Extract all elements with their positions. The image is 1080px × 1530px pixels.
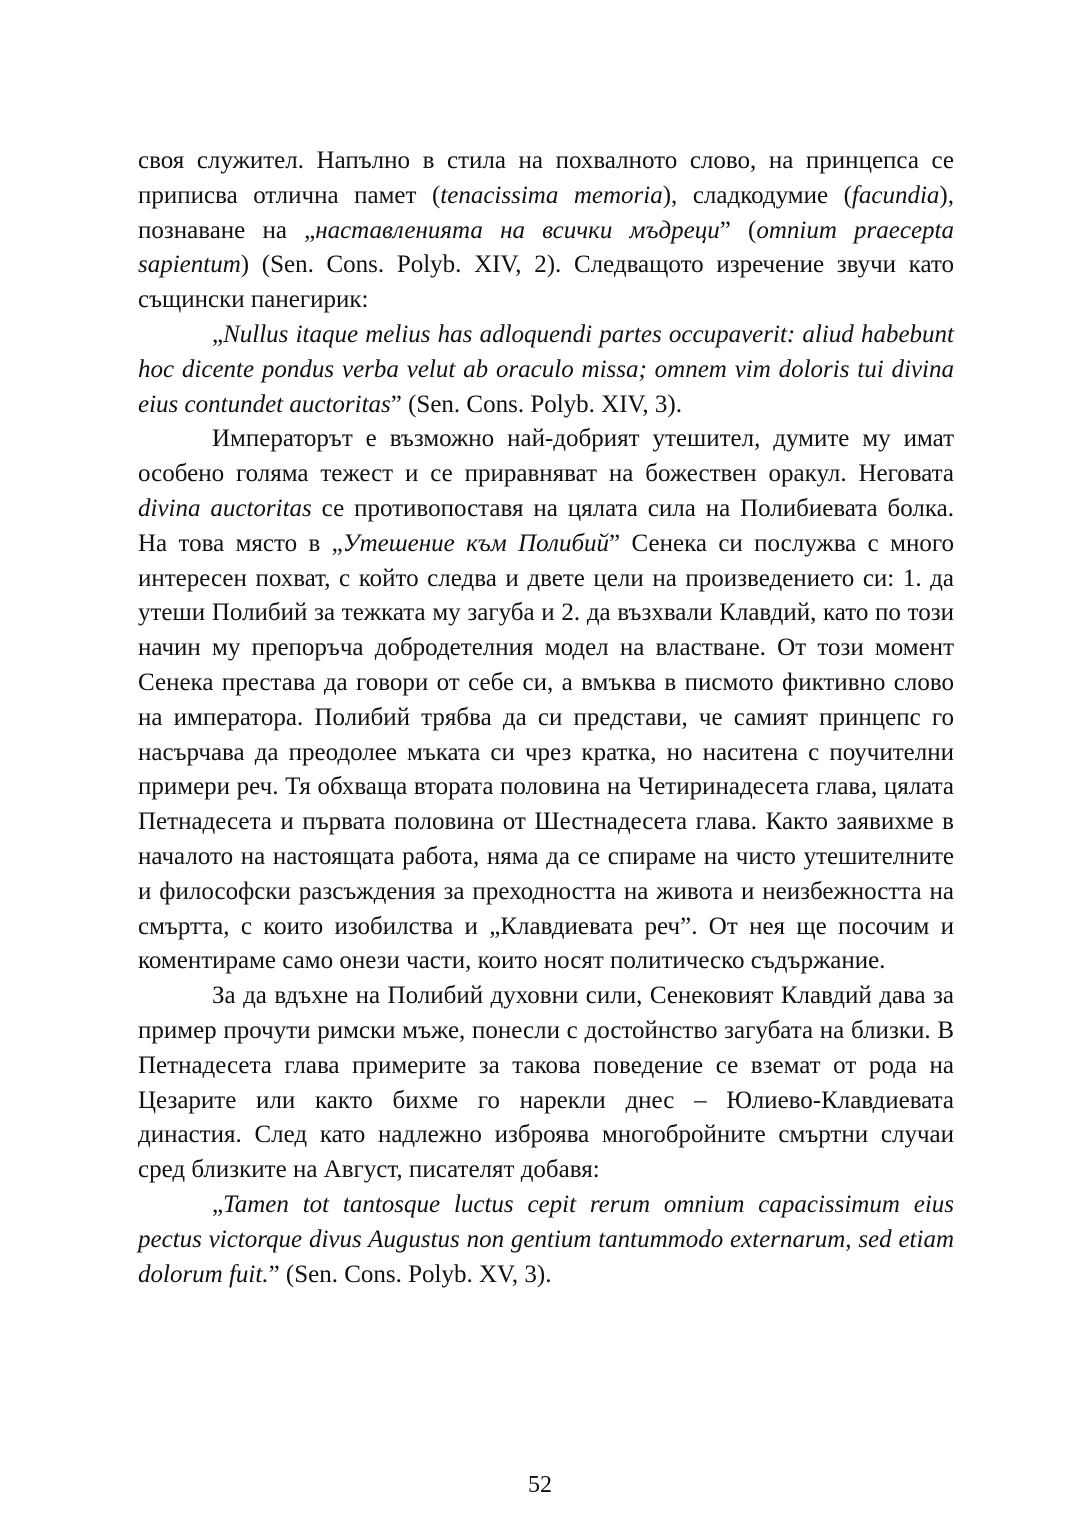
text-run: се противопоставя на цялата сила на Полибиевата болка. На това място в „ [138,494,954,557]
text-run: „ [212,1190,224,1218]
italic-text: Утешение към Полибий [342,529,610,557]
paragraph-2 [138,422,954,979]
text-run: ” ( [719,216,757,244]
text-run: Императорът е възможно най-добрият утешител, думите му имат особено голяма тежест и се приравняват на божествен оракул. Неговата [138,425,954,488]
latin-quote-1 [138,318,954,422]
italic-text: наставленията на всички мъдреци [315,216,720,244]
italic-text: divina auctoritas [138,494,312,522]
italic-text: omnium praecepta sapientum [138,216,954,279]
text-run: своя служител. Напълно в стила на похвалното слово, на принцепса се приписва отлична памет ( [138,147,954,209]
page-number: 52 [528,1472,552,1498]
italic-text: facundia [851,181,940,209]
text-run: ) (Sen. Cons. Polyb. XIV, 2). Следващото изречение звучи като същински панегирик: [138,251,954,314]
latin-quote-2 [138,1188,954,1292]
paragraph-3 [138,979,954,1188]
text-run: За да вдъхне на Полибий духовни сили, Сенековият Клавдий дава за пример прочути римски мъже, понесли с достойнство загубата на близки. В Петнадесета глава примерите за такова поведение се вземат от рода на Цезарите или както бихме го нарекли днес – Юлиево-Клавдиевата династия. След като надлежно изброява многобройните смъртни случаи сред близките на Август, писателят добавя: [138,982,954,1184]
text-run: ” (Sen. Cons. Polyb. XV, 3). [268,1260,552,1288]
italic-text: tenacissima memoria [440,181,663,209]
body-text [138,144,954,1292]
text-run: ), сладкодумие ( [662,181,852,209]
italic-text: Nullus itaque melius has adloquendi partes occupaverit: aliud habebunt hoc dicente pondus verba velut ab oraculo missa; omnem vim doloris tui divina eius contundet auctoritas [138,320,954,418]
text-run: ” (Sen. Cons. Polyb. XIV, 3). [390,390,682,418]
italic-text: Tamen tot tantosque luctus cepit rerum omnium capacissimum eius pectus victorque divus Augustus non gentium tantummodo externarum, sed etiam dolorum fuit. [138,1190,954,1288]
paragraph-1 [138,144,954,318]
text-run: „ [212,320,224,348]
text-run: ” Сенека си послужва с много интересен похват, с който следва и двете цели на произведението си: 1. да утеши Полибий за тежката му загуба и 2. да възхвали Клавдий, като по този начин му препоръча добродетелния модел на властване. От този момент Сенека престава да говори от себе си, а вмъква в писмото фиктивно слово на императора. Полибий трябва да си представи, че самият принцепс го насърчава да преодолее мъката си чрез кратка, но наситена с поучителни примери реч. Тя обхваща втората половина на Четиринадесета глава, цялата Петнадесета и първата половина от Шестнадесета глава. Както заявихме в началото на настоящата работа, няма да се спираме на чисто утешителните и философски разсъждения за преходността на живота и неизбежността на смъртта, с които изобилства и „Клавдиевата реч”. От нея ще посочим и коментираме само онези части, които носят политическо съдържание. [138,529,954,975]
text-run: ), познаване на „ [138,181,954,244]
